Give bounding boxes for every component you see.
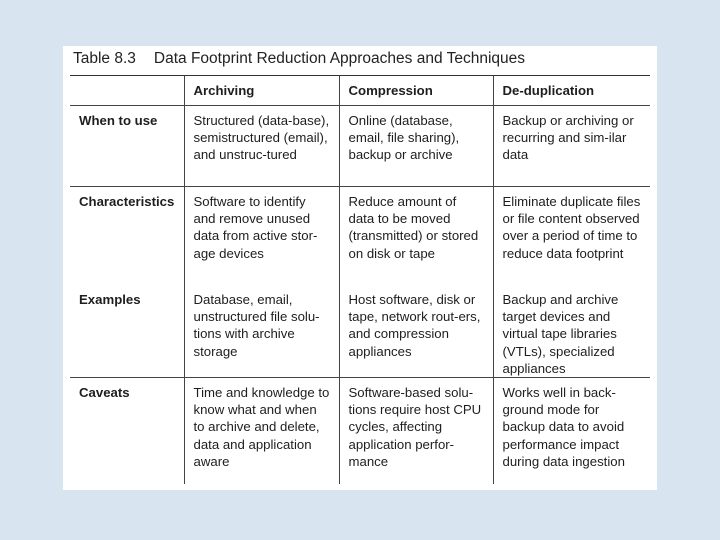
cell-deduplication: Backup and archive target devices and virtual tape libraries (VTLs), specialized appliances xyxy=(493,285,650,378)
table-row xyxy=(70,106,650,187)
table-title: Data Footprint Reduction Approaches and Techniques xyxy=(153,50,526,67)
table-row xyxy=(70,378,650,485)
row-label-examples: Examples xyxy=(70,285,184,378)
table-row xyxy=(70,187,650,286)
header-cell-empty xyxy=(70,76,184,106)
cell-deduplication: Backup or archiving or recurring and sim-ilar data xyxy=(493,106,650,187)
table-number: Table 8.3 xyxy=(73,50,136,67)
header-compression: Compression xyxy=(339,76,493,106)
table-row xyxy=(70,285,650,378)
row-label-when-to-use: When to use xyxy=(70,106,184,187)
cell-compression: Software-based solu-tions require host CPU cycles, affecting application perfor-mance xyxy=(339,378,493,485)
header-archiving: Archiving xyxy=(184,76,339,106)
cell-compression: Host software, disk or tape, network rout-ers, and compression appliances xyxy=(339,285,493,378)
cell-deduplication: Eliminate duplicate files or file content observed over a period of time to reduce data footprint xyxy=(493,187,650,286)
row-label-characteristics: Characteristics xyxy=(79,194,175,209)
cell-compression: Online (database, email, file sharing), backup or archive xyxy=(339,106,493,187)
cell-archiving: Structured (data-base), semistructured (email), and unstruc-tured xyxy=(184,106,339,187)
header-deduplication: De-duplication xyxy=(493,76,650,106)
cell-compression: Reduce amount of data to be moved (transmitted) or stored on disk or tape xyxy=(339,187,493,286)
cell-archiving: Database, email, unstructured file solu-tions with archive storage xyxy=(184,285,339,378)
cell-archiving: Software to identify and remove unused data from active stor-age devices xyxy=(184,187,339,286)
document-page xyxy=(63,46,657,490)
row-label-caveats: Caveats xyxy=(79,385,130,401)
data-table xyxy=(70,76,650,484)
table-header-row xyxy=(70,76,650,106)
cell-archiving: Time and knowledge to know what and when to archive and delete, data and application aware xyxy=(184,378,339,485)
cell-deduplication: Works well in back-ground mode for backup data to avoid performance impact during data ingestion xyxy=(493,378,650,485)
table-caption xyxy=(73,50,525,68)
